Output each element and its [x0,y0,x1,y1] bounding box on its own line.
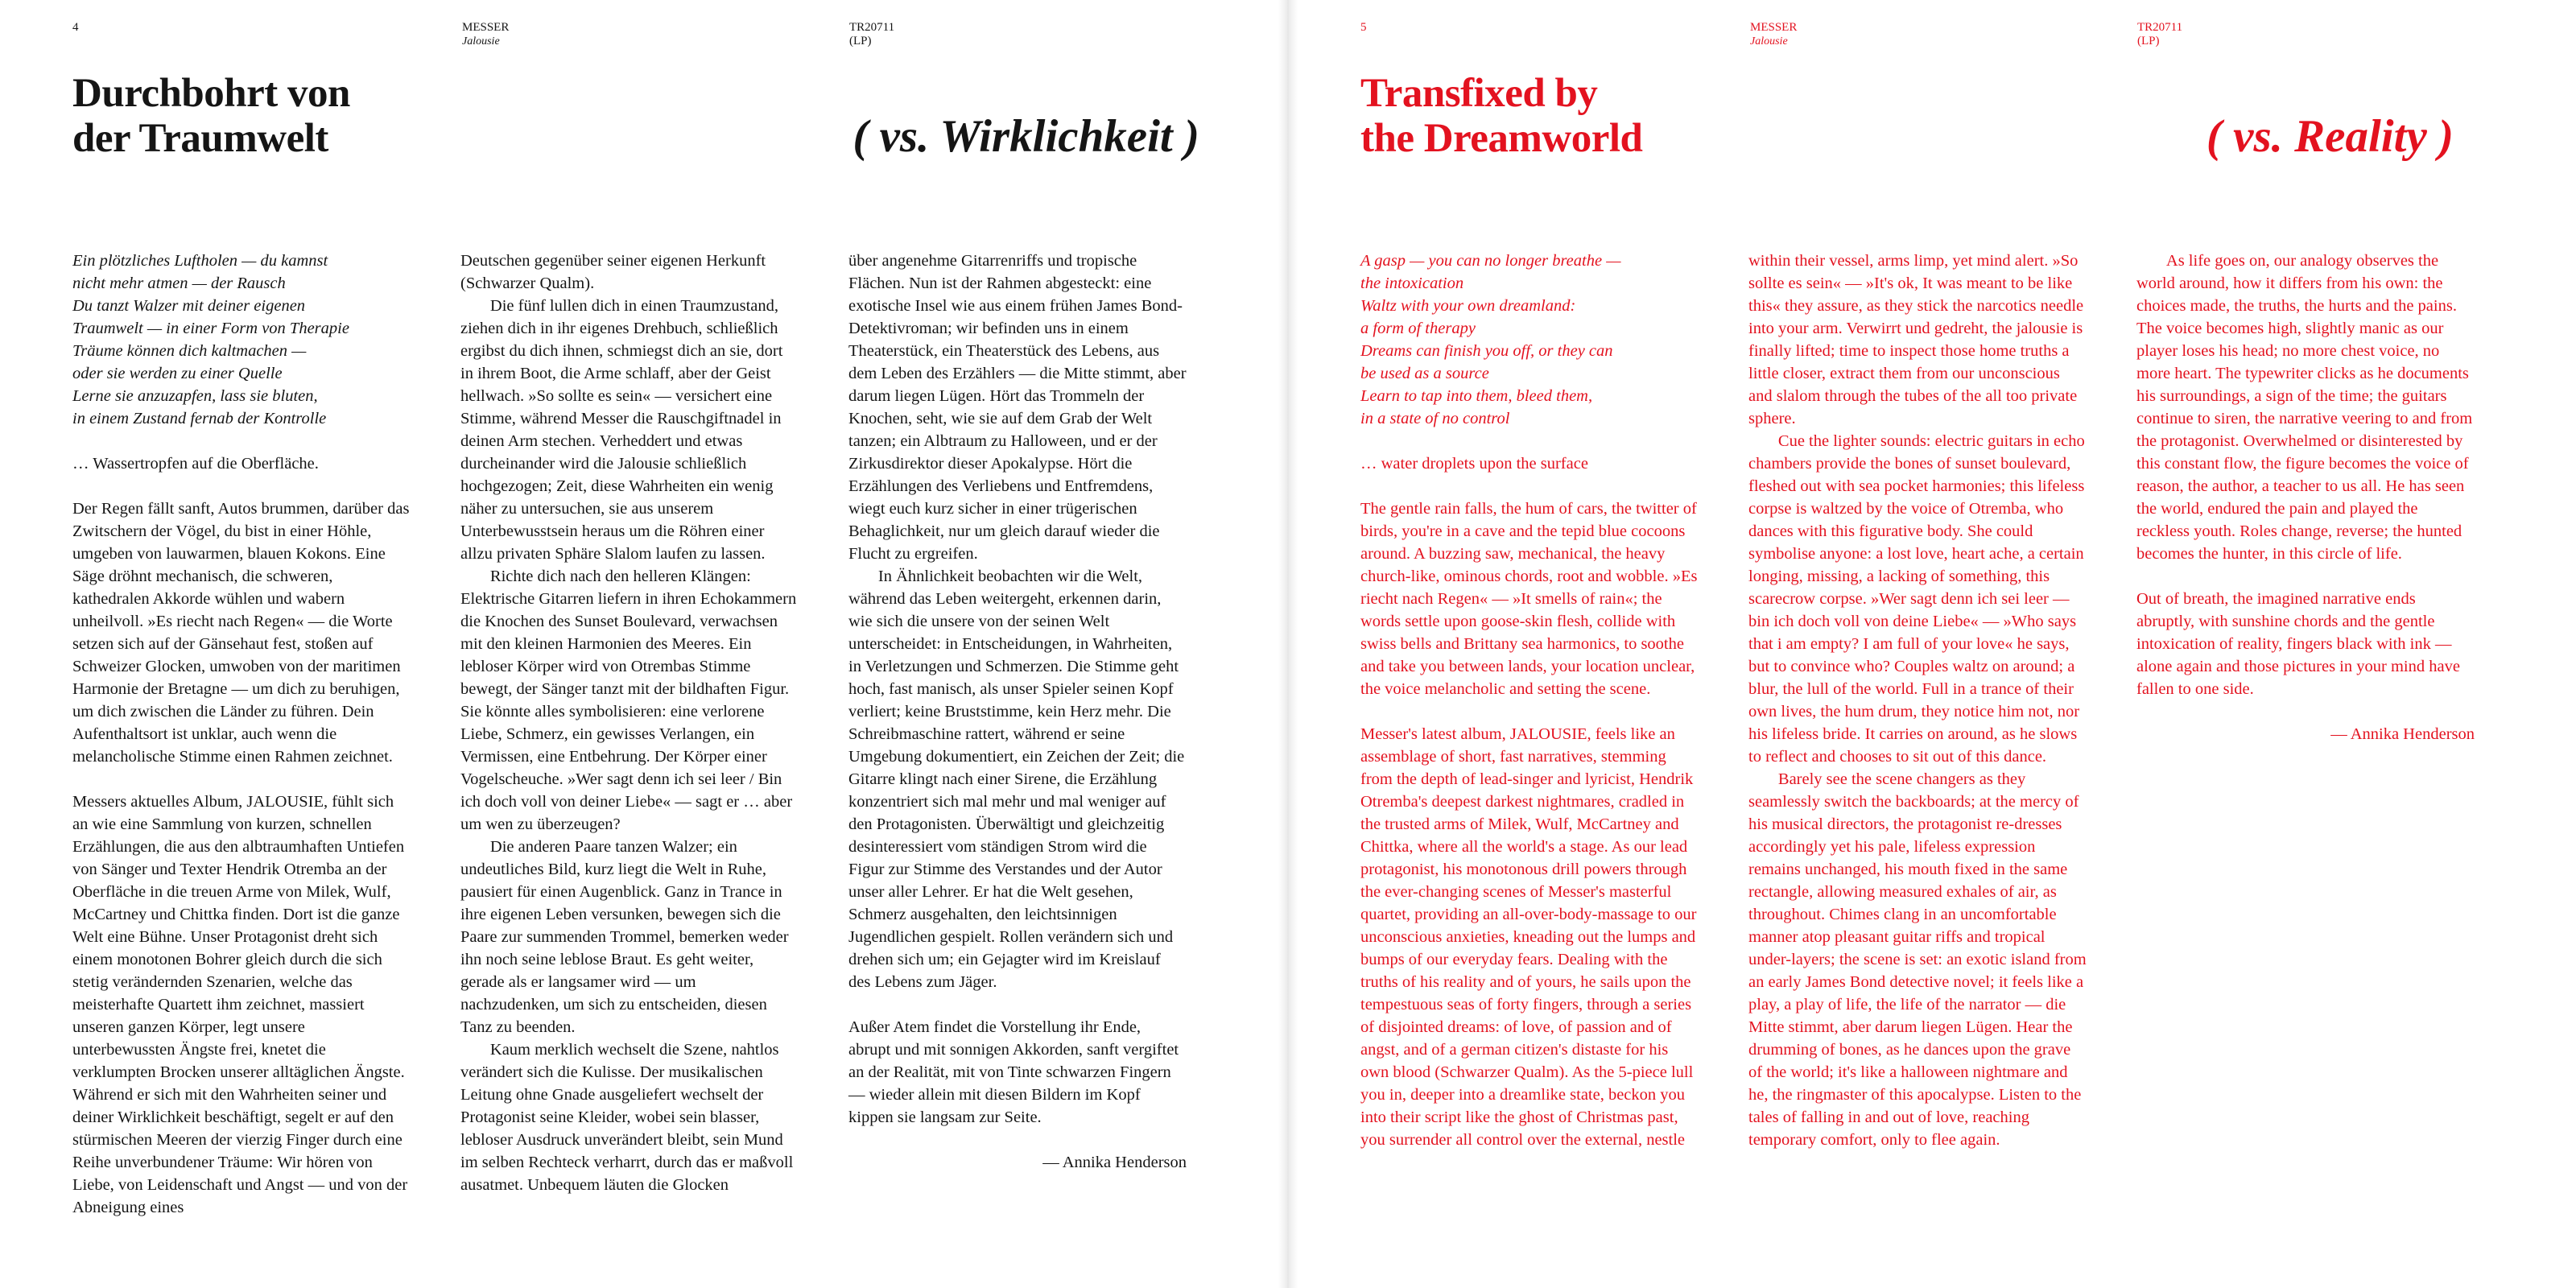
verse-line: Dreams can finish you off, or they can [1360,342,1613,360]
artist-name: MESSER [1750,21,1798,34]
page-number: 4 [72,21,79,34]
title-line-2: der Traumwelt [72,116,328,161]
article-title [1360,71,1642,161]
album-name: Jalousie [1750,35,1788,47]
paragraph: Cue the lighter sounds: electric guitars in echo chambers provide the bones of sunset boulevard, fleshed out with sea pocket harmonies; this lifeless corpse is waltzed by the voice of Otremba, who dances with this figurative body. She could symbolise anyone: a lost love, heart ache, a certain longing, missing, a lacking of something, this scarecrow corpse. »Wer sagt denn ich sei leer — bin ich doch voll von deine Liebe« — »Who says that i am empty? I am full of your love« he says, but to convince who? Couples waltz on around; a blur, the lull of the world. Full in a trance of their own lives, the hum drum, they notice him not, nor his lifeless bride. It carries on around, as he slows to reflect and chooses to sit out of this dance. [1748,432,2085,766]
artist-name: MESSER [462,21,510,34]
verse-line: Träume können dich kaltmachen — [72,342,307,360]
verse-line: in a state of no control [1360,410,1510,427]
text-column-3 [2136,250,2475,745]
title-versus: ( vs. Wirklichkeit ) [852,111,1199,162]
article-title [72,71,350,161]
verse-line: in einem Zustand fernab der Kontrolle [72,410,327,427]
text-column-3 [848,250,1187,1174]
release-format: (LP) [2137,35,2160,47]
page-gutter-shadow [1278,0,1298,1288]
right-page [1288,0,2576,1288]
paragraph: Deutschen gegenüber seiner eigenen Herkunft (Schwarzer Qualm). [460,252,766,292]
paragraph: Barely see the scene changers as they seamlessly switch the backboards; at the mercy of his musical directors, the protagonist re-dresses accordingly yet his pale, lifeless expression remains unchanged, his mouth fixed in the same rectangle, allowing measured exhales of air, as throughout. Chimes clang in an uncomfortable manner atop pleasant guitar riffs and tropical under-layers; the scene is set: an exotic island from an early James Bond detective novel; it feels like a play, a play of life, the life of the narrator — die Mitte stimmt, aber darum liegen Lügen. Hear the drumming of bones, as he dances upon the grave of the world; it's like a halloween nightmare and he, the ringmaster of this apocalypse. Listen to the tales of falling in and out of love, reaching temporary comfort, only to flee again. [1748,770,2087,1149]
text-column-2 [460,250,799,1196]
verse-line: nicht mehr atmen — der Rausch [72,275,286,292]
text-column-1 [1360,250,1699,1151]
paragraph: In Ähnlichkeit beobachten wir die Welt, während das Leben weitergeht, erkennen darin, wie sich die unsere von der seinen Welt unterscheidet: in Entscheidungen, in Wahrheiten, in Verletzungen und Schmerzen. Die Stimme geht hoch, fast manisch, als unser Spieler seinen Kopf verliert; keine Bruststimme, kein Herz mehr. Die Schreibmaschine rattert, während er seine Umgebung dokumentiert, ein Zeichen der Zeit; die Gitarre klingt nach einer Sirene, die Erzählung konzentriert sich mal mehr und mal weniger auf den Protagonisten. Überwältigt und gleichzeitig desinteressiert vom ständigen Strom wird die Figur zur Stimme des Verstandes und der Autor unser aller Lehrer. Er hat die Welt gesehen, Schmerz ausgehalten, den leichtsinnigen Jugendlichen gespielt. Rollen verändern sich und drehen sich um; ein Gejagter wird im Kreislauf des Lebens zum Jäger. [848,568,1185,991]
text-column-2 [1748,250,2087,1151]
verse-line: Du tanzt Walzer mit deiner eigenen [72,297,306,315]
verse-line: the intoxication [1360,275,1464,292]
album-name: Jalousie [462,35,500,47]
verse-line: be used as a source [1360,365,1489,382]
verse-line: Ein plötzliches Luftholen — du kamnst [72,252,328,270]
title-versus: ( vs. Reality ) [2206,111,2454,162]
verse-line: Lerne sie anzuzapfen, lass sie bluten, [72,387,318,405]
title-line-2: the Dreamworld [1360,116,1643,161]
catalog-header [849,21,894,48]
paragraph: The gentle rain falls, the hum of cars, the twitter of birds, you're in a cave and the tepid blue cocoons around. A buzzing saw, mechanical, the heavy church-like, ominous chords, root and wobble. »Es riecht nach Regen« — »It smells of rain«; the words settle upon goose-skin flesh, collide with swiss bells and Brittany sea harmonics, to soothe and take you between lands, your location unclear, the voice melancholic and setting the scene. [1360,500,1698,698]
paragraph: Die anderen Paare tanzen Walzer; ein undeutliches Bild, kurz liegt die Welt in Ruhe, pausiert für einen Augenblick. Ganz in Trance in ihre eigenen Leben versunken, bewegen sich die Paare zur summenden Trommel, bemerken weder ihn noch seine leblose Braut. Es geht weiter, gerade als er langsamer wird — um nachzudenken, um sich zu entscheiden, diesen Tanz zu beenden. [460,838,789,1036]
paragraph: … water droplets upon the surface [1360,455,1588,473]
verse-line: Waltz with your own dreamland: [1360,297,1576,315]
paragraph: … Wassertropfen auf die Oberfläche. [72,455,319,473]
paragraph: über angenehme Gitarrenriffs und tropische Flächen. Nun ist der Rahmen abgesteckt: eine exotische Insel wie aus einem frühen James Bond-Detektivroman; wir befinden uns in einem Theaterstück, ein Theaterstück des Lebens, aus dem Leben des Erzählers — die Mitte stimmt, aber darum liegen Lügen. Hört das Trommeln der Knochen, seht, wie sie auf dem Grab der Welt tanzen; ein Albtraum zu Halloween, und er der Zirkusdirektor dieser Apokalypse. Hört die Erzählungen des Verliebens und Entfremdens, wiegt euch kurz sicher in einer trügerischen Behaglichkeit, nur um gleich darauf wieder die Flucht zu ergreifen. [848,252,1187,563]
verse-line: A gasp — you can no longer breathe — [1360,252,1621,270]
paragraph: Out of breath, the imagined narrative ends abruptly, with sunshine chords and the gentle intoxication of reality, fingers black with ink — alone again and those pictures in your mind have fallen to one side. [2136,590,2460,698]
verse-line: oder sie werden zu einer Quelle [72,365,283,382]
verse-line: a form of therapy [1360,320,1476,337]
paragraph: Kaum merklich wechselt die Szene, nahtlos verändert sich die Kulisse. Der musikalischen Leitung ohne Gnade ausgeliefert wechselt der Protagonist seine Kleider, wobei sein blasser, lebloser Ausdruck unverändert bleibt, sein Mund im selben Rechteck verharrt, durch das er maßvoll ausatmet. Unbequem läuten die Glocken [460,1041,794,1194]
catalog-number: TR20711 [849,21,895,34]
lyric-verse [72,250,411,430]
paragraph: As life goes on, our analogy observes the world around, how it differs from his own: the choices made, the truths, the hurts and the pains. The voice becomes high, slightly manic as our player loses his head; no more chest voice, no more heart. The typewriter clicks as he documents his surroundings, a sign of the time; the guitars continue to siren, the narrative veering to and from the protagonist. Overwhelmed or disinterested by this constant flow, the figure becomes the voice of reason, the author, a teacher to us all. He has seen the world, endured the pain and played the reckless youth. Roles change, reverse; the hunted becomes the hunter, in this circle of life. [2136,252,2473,563]
paragraph: Die fünf lullen dich in einen Traumzustand, ziehen dich in ihr eigenes Drehbuch, schließlich ergibst du dich ihnen, schmiegst dich an sie, dort in ihrem Boot, die Arme schlaff, aber der Geist hellwach. »So sollte es sein« — versichert eine Stimme, während Messer die Rauschgiftnadel in deinen Arm stechen. Verheddert und etwas durcheinander wird die Jalousie schließlich hochgezogen; Zeit, diese Wahrheiten ein wenig näher zu untersuchen, sie aus unserem Unterbewusstsein heraus um die Röhren einer allzu privaten Sphäre Slalom laufen zu lassen. [460,297,783,563]
paragraph: Messers aktuelles Album, JALOUSIE, fühlt sich an wie eine Sammlung von kurzen, schnellen Erzählungen, die aus den albtraumhaften Untiefen von Sänger und Texter Hendrik Otremba an der Oberfläche in die treuen Arme von Milek, Wulf, McCartney und Chittka finden. Dort ist die ganze Welt eine Bühne. Unser Protagonist dreht sich einem monotonen Bohrer gleich durch die sich stetig verändernden Szenarien, welche das meisterhafte Quartett ihm zeichnet, massiert unseren ganzen Körper, legt unsere unterbewussten Ängste frei, knetet die verklumpten Brocken unserer alltäglichen Ängste. Während er sich mit den Wahrheiten seiner und deiner Wirklichkeit beschäftigt, segelt er auf den stürmischen Meeren der vierzig Finger durch eine Reihe unverbundener Träume: Wir hören von Liebe, von Leidenschaft und Angst — und von der Abneigung eines [72,793,408,1216]
verse-line: Traumwelt — in einer Form von Therapie [72,320,349,337]
catalog-header [2137,21,2182,48]
artist-header [462,21,509,48]
author-signature: — Annika Henderson [1042,1154,1187,1171]
paragraph: Messer's latest album, JALOUSIE, feels like an assemblage of short, fast narratives, stemming from the depth of lead-singer and lyricist, Hendrik Otremba's deepest darkest nightmares, cradled in the trusted arms of Milek, Wulf, McCartney and Chittka, where all the world's a stage. As our lead protagonist, his monotonous drill powers through the ever-changing scenes of Messer's masterful quartet, providing an all-over-body-massage to our unconscious anxieties, kneading out the lumps and bumps of our everyday fears. Dealing with the truths of his reality and of yours, he sails upon the tempestuous seas of forty fingers, through a series of disjointed dreams: of love, of passion and of angst, and of a german citizen's distaste for his own blood (Schwarzer Qualm). As the 5-piece lull you in, deeper into a dreamlike state, beckon you into their script like the ghost of Christmas past, you surrender all control over the external, nestle [1360,725,1697,1149]
title-line-1: Transfixed by [1360,71,1598,116]
author-signature: — Annika Henderson [2330,725,2475,743]
paragraph: Richte dich nach den helleren Klängen: Elektrische Gitarren liefern in ihren Echokammern die Knochen des Sunset Boulevard, verwachsen mit den kleinen Harmonien des Meeres. Ein lebloser Körper wird von Otrembas Stimme bewegt, der Sänger tanzt mit der bildhaften Figur. Sie könnte alles symbolisieren: eine verlorene Liebe, Schmerz, ein gewisses Verlangen, ein Vermissen, eine Entbehrung. Der Körper einer Vogelscheuche. »Wer sagt denn ich sei leer / Bin ich doch voll von deiner Liebe« — sagt er … aber um wen zu überzeugen? [460,568,797,833]
paragraph: within their vessel, arms limp, yet mind alert. »So sollte es sein« — »It's ok, It was meant to be like this« they assure, as they stick the narcotics needle into your arm. Verwirrt und gedreht, the jalousie is finally lifted; time to inspect those home truths a little closer, extract them from our unconscious and slalom through the tubes of the all too private sphere. [1748,252,2084,427]
verse-line: Learn to tap into them, bleed them, [1360,387,1593,405]
release-format: (LP) [849,35,872,47]
lyric-verse [1360,250,1699,430]
artist-header [1750,21,1797,48]
paragraph: Der Regen fällt sanft, Autos brummen, darüber das Zwitschern der Vögel, du bist in einer Höhle, umgeben von lauwarmen, blauen Kokons. Eine Säge dröhnt mechanisch, die schweren, kathedralen Akkorde wühlen und wabern unheilvoll. »Es riecht nach Regen« — die Worte setzen sich auf der Gänsehaut fest, stoßen auf Schweizer Glocken, umwoben von der maritimen Harmonie der Bretagne — um dich zu beruhigen, um dich zwischen die Länder zu führen. Dein Aufenthaltsort ist unklar, auch wenn die melancholische Stimme einen Rahmen zeichnet. [72,500,410,766]
catalog-number: TR20711 [2137,21,2183,34]
paragraph: Außer Atem findet die Vorstellung ihr Ende, abrupt und mit sonnigen Akkorden, sanft vergiftet an der Realität, mit von Tinte schwarzen Fingern — wieder allein mit diesen Bildern im Kopf kippen sie langsam zur Seite. [848,1018,1179,1126]
text-column-1 [72,250,411,1219]
title-line-1: Durchbohrt von [72,71,350,116]
page-number: 5 [1360,21,1367,34]
